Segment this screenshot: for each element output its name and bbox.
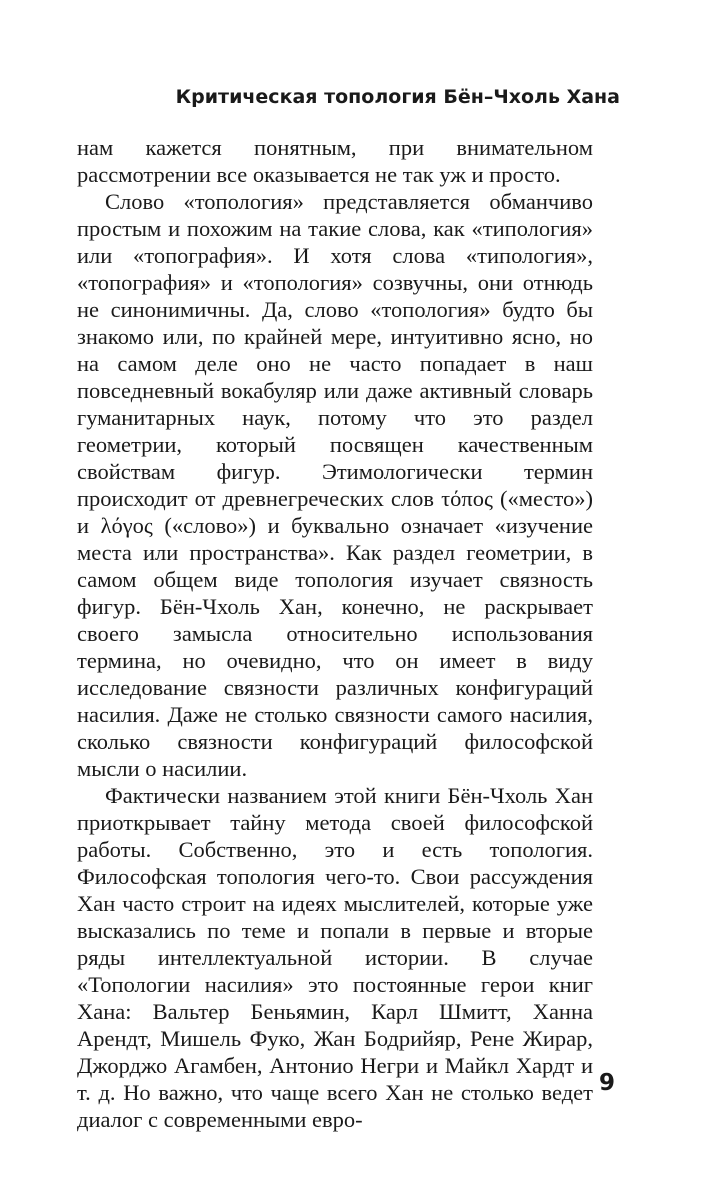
paragraph-method: Фактически названием этой книги Бён-Чхоль Хан приоткрывает тайну метода своей философской работы. Собственно, это и есть топология. Философская топология чего-то. Свои рассуждения Хан часто строит на идеях мыслителей, которые уже высказались по теме и попали в первые и вторые ряды интеллектуальной истории. В случае «Топологии насилия» это постоянные герои книг Хана: Вальтер Беньямин, Карл Шмитт, Ханна Арендт, Мишель Фуко, Жан Бодрийяр, Рене Жирар, Джорджо Агамбен, Антонио Негри и Майкл Хардт и т. д. Но важно, что чаще всего Хан не столько ведет диалог с современными евро-	[77, 783, 593, 1132]
paragraph-topology-definition: Слово «топология» представляется обманчиво простым и похожим на такие слова, как «типология» или «топография». И хотя слова «типология», «топография» и «топология» созвучны, они отнюдь не синонимичны. Да, слово «топология» будто бы знакомо или, по крайней мере, интуитивно ясно, но на самом деле оно не часто попадает в наш повседневный вокабуляр или даже активный словарь гуманитарных наук, потому что это раздел геометрии, который посвящен качественным свойствам фигур. Этимологически термин происходит от древнегреческих слов τόπος («место») и λόγος («слово») и буквально означает «изучение места или пространства». Как раздел геометрии, в самом общем виде топология изучает связность фигур. Бён-Чхоль Хан, конечно, не раскрывает своего замысла относительно использования термина, но очевидно, что он имеет в виду исследование связности различных конфигураций насилия. Даже не столько связности самого насилия, сколько связности конфигураций философской мысли о насилии.	[77, 189, 593, 781]
running-header: Критическая топология Бён–Чхоль Хана	[175, 86, 620, 108]
paragraph-continuation: нам кажется понятным, при внимательном рассмотрении все оказывается не так уж и просто.	[77, 135, 593, 187]
page-number: 9	[598, 1070, 615, 1096]
body-text	[77, 134, 593, 1133]
